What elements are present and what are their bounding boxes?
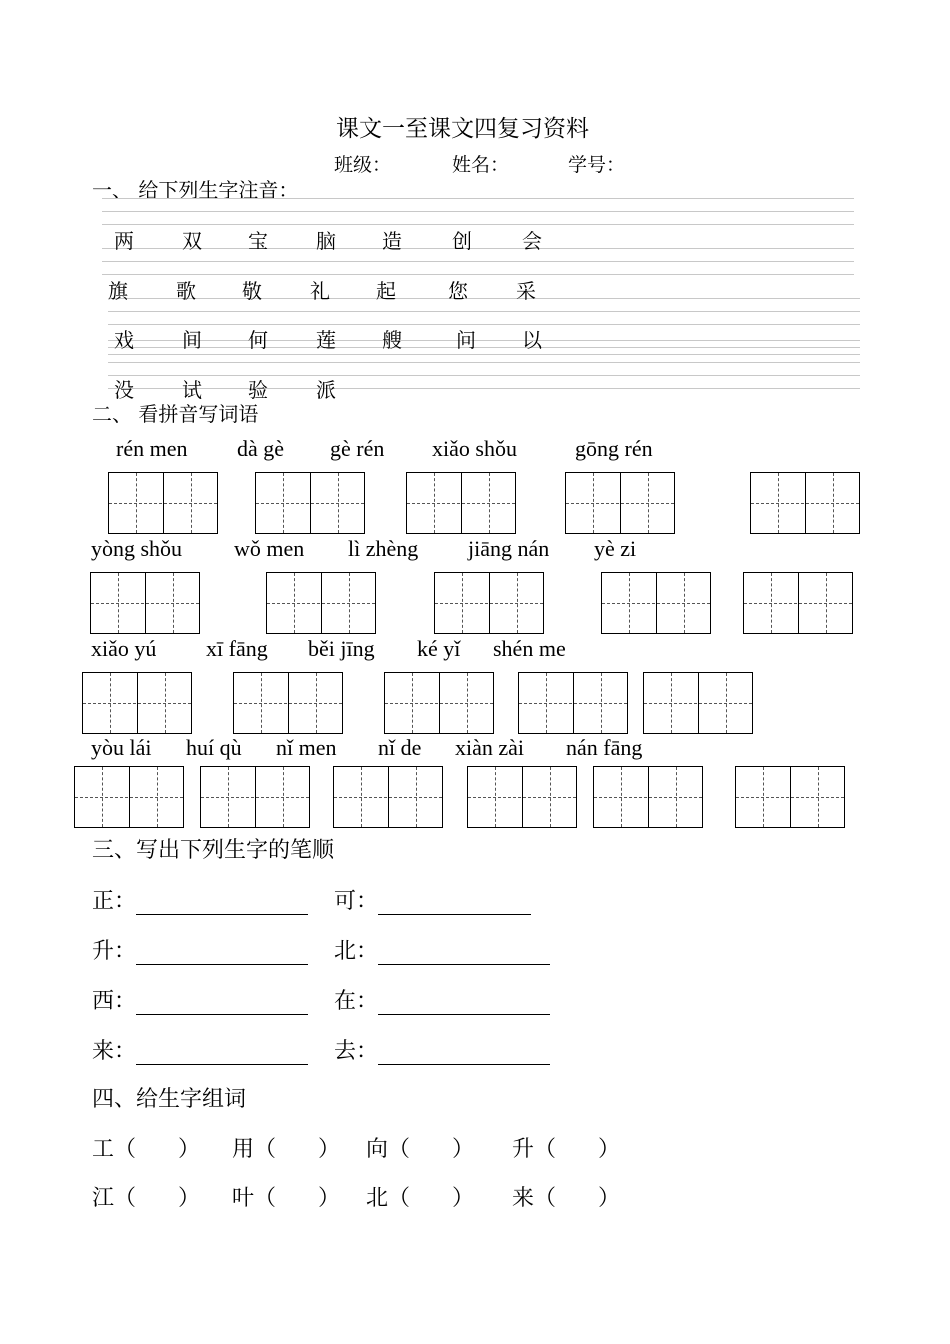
- stroke-order-item: 正：: [92, 884, 308, 915]
- char: 采: [516, 279, 536, 303]
- stroke-order-item: 北：: [334, 934, 550, 965]
- answer-line[interactable]: [136, 894, 308, 915]
- char: 试: [182, 378, 202, 402]
- writing-grid[interactable]: [735, 766, 845, 828]
- stroke-order-item: 来：: [92, 1034, 308, 1065]
- word-group-item: 用（ ）: [232, 1137, 340, 1162]
- answer-line[interactable]: [378, 944, 550, 965]
- char: 旗: [108, 279, 128, 303]
- char: 以: [522, 328, 542, 352]
- char: 造: [382, 229, 402, 253]
- writing-grid[interactable]: [82, 672, 192, 734]
- pinyin-word: xiǎo shǒu: [432, 436, 517, 461]
- pinyin-word: jiāng nán: [468, 536, 550, 561]
- char: 何: [248, 328, 268, 352]
- char: 您: [448, 279, 468, 303]
- pinyin-word: lì zhèng: [348, 536, 419, 561]
- writing-grid[interactable]: [750, 472, 860, 534]
- page-title: 课文一至课文四复习资料: [336, 116, 589, 142]
- pinyin-word: nǐ men: [276, 735, 337, 760]
- section-1-heading: 一、 给下列生字注音：: [92, 178, 299, 202]
- student-id-label: 学号：: [568, 154, 626, 176]
- word-group-item: 升（ ）: [512, 1137, 620, 1162]
- char: 派: [316, 378, 336, 402]
- pinyin-word: xiǎo yú: [91, 636, 157, 661]
- writing-grid[interactable]: [406, 472, 516, 534]
- char: 双: [182, 229, 202, 253]
- char: 莲: [316, 328, 336, 352]
- char: 两: [114, 229, 134, 253]
- char: 脑: [316, 229, 336, 253]
- pinyin-word: nǐ de: [378, 735, 422, 760]
- answer-line[interactable]: [136, 994, 308, 1015]
- char: 创: [452, 229, 472, 253]
- pinyin-word: yè zi: [594, 536, 637, 561]
- word-group-item: 北（ ）: [366, 1186, 474, 1211]
- section-3-heading: 三、写出下列生字的笔顺: [92, 838, 335, 863]
- writing-grid[interactable]: [266, 572, 376, 634]
- pinyin-word: huí qù: [186, 735, 242, 760]
- answer-line[interactable]: [136, 944, 308, 965]
- pinyin-word: wǒ men: [234, 536, 305, 561]
- section-4-heading: 四、给生字组词: [92, 1087, 247, 1112]
- stroke-order-item: 升：: [92, 934, 308, 965]
- stroke-order-item: 在：: [334, 984, 550, 1015]
- writing-grid[interactable]: [233, 672, 343, 734]
- answer-line[interactable]: [378, 894, 531, 915]
- pinyin-word: gè rén: [330, 436, 385, 461]
- writing-grid[interactable]: [743, 572, 853, 634]
- char: 歌: [176, 279, 196, 303]
- name-label: 姓名：: [452, 154, 510, 176]
- writing-grid[interactable]: [255, 472, 365, 534]
- char: 艘: [382, 328, 402, 352]
- char: 没: [114, 378, 134, 402]
- answer-line[interactable]: [378, 1044, 550, 1065]
- char: 戏: [114, 328, 134, 352]
- writing-grid[interactable]: [565, 472, 675, 534]
- pinyin-word: gōng rén: [575, 436, 653, 461]
- pinyin-word: dà gè: [237, 436, 285, 461]
- stroke-order-item: 可：: [334, 884, 531, 915]
- writing-grid[interactable]: [90, 572, 200, 634]
- pinyin-word: nán fāng: [566, 735, 643, 760]
- writing-grid[interactable]: [74, 766, 184, 828]
- pinyin-word: ké yǐ: [417, 636, 461, 661]
- pinyin-word: yòu lái: [91, 735, 152, 760]
- writing-grid[interactable]: [108, 472, 218, 534]
- section-2-heading: 二、 看拼音写词语: [92, 402, 259, 426]
- char: 间: [182, 328, 202, 352]
- pinyin-word: xī fāng: [206, 636, 268, 661]
- char: 礼: [310, 279, 330, 303]
- writing-grid[interactable]: [434, 572, 544, 634]
- char: 会: [522, 229, 542, 253]
- stroke-order-item: 西：: [92, 984, 308, 1015]
- word-group-item: 向（ ）: [366, 1137, 474, 1162]
- stroke-order-item: 去：: [334, 1034, 550, 1065]
- writing-grid[interactable]: [333, 766, 443, 828]
- word-group-item: 叶（ ）: [232, 1186, 340, 1211]
- pinyin-word: rén men: [116, 436, 188, 461]
- writing-grid[interactable]: [200, 766, 310, 828]
- writing-grid[interactable]: [601, 572, 711, 634]
- class-label: 班级：: [334, 154, 392, 176]
- char: 宝: [248, 229, 268, 253]
- pinyin-word: xiàn zài: [455, 735, 525, 760]
- word-group-item: 工（ ）: [92, 1137, 200, 1162]
- word-group-item: 江（ ）: [92, 1186, 200, 1211]
- answer-line[interactable]: [378, 994, 550, 1015]
- char: 验: [248, 378, 268, 402]
- pinyin-word: shén me: [493, 636, 566, 661]
- pinyin-word: běi jīng: [308, 636, 375, 661]
- pinyin-word: yòng shǒu: [91, 536, 183, 561]
- word-group-item: 来（ ）: [512, 1186, 620, 1211]
- writing-grid[interactable]: [518, 672, 628, 734]
- writing-grid[interactable]: [643, 672, 753, 734]
- answer-line[interactable]: [136, 1044, 308, 1065]
- writing-grid[interactable]: [467, 766, 577, 828]
- writing-grid[interactable]: [593, 766, 703, 828]
- char: 问: [456, 328, 476, 352]
- char: 敬: [242, 279, 262, 303]
- writing-grid[interactable]: [384, 672, 494, 734]
- char: 起: [376, 279, 396, 303]
